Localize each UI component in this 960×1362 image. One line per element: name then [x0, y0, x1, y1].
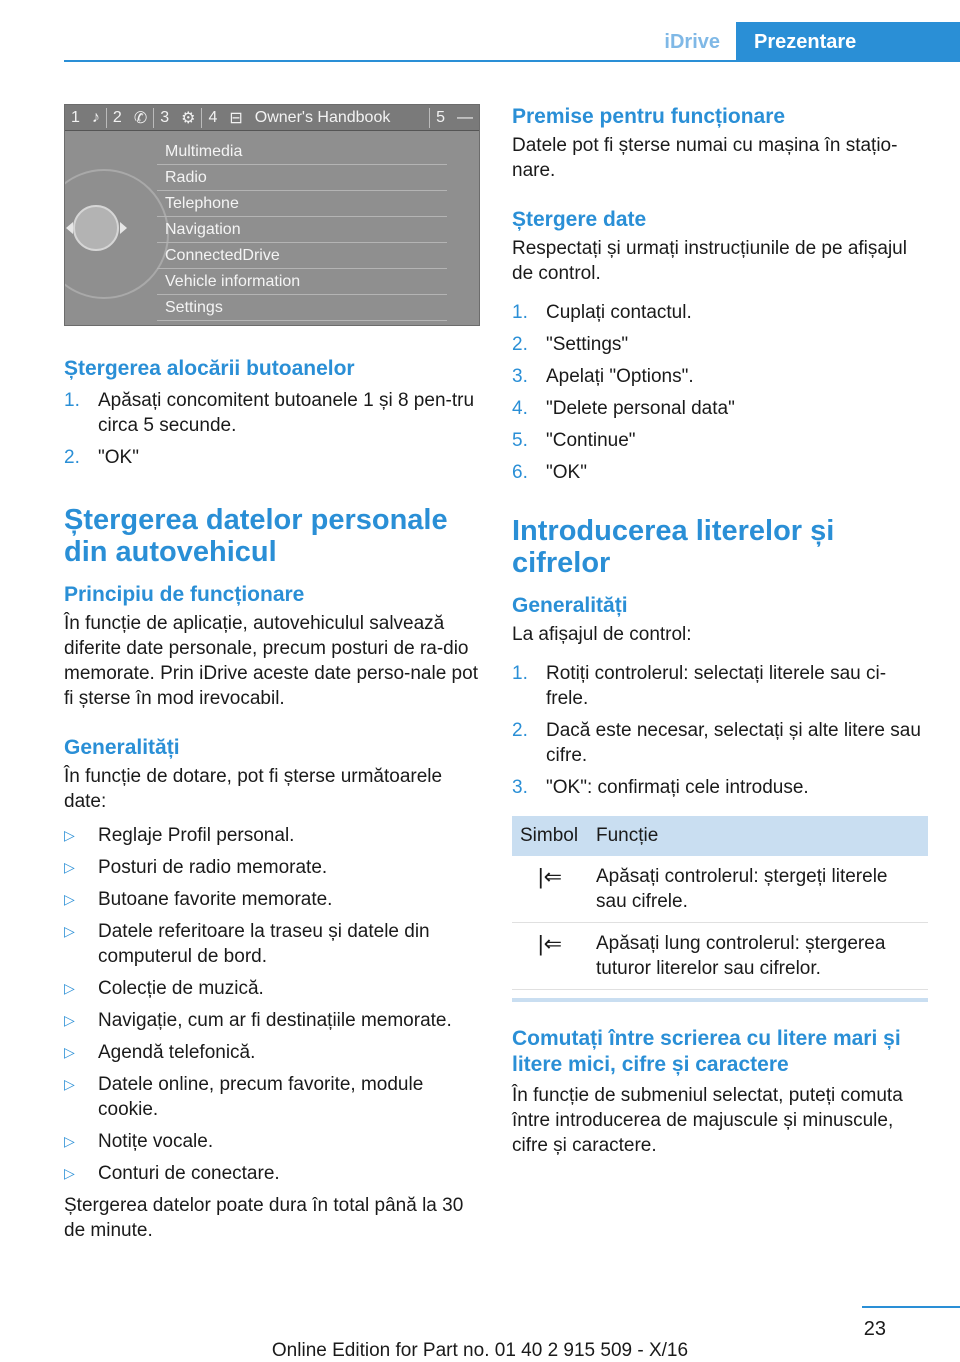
car-icon: ⊟ — [229, 109, 243, 127]
arrow-left-icon — [66, 222, 73, 234]
arrow-right-icon — [120, 222, 127, 234]
table-row — [512, 923, 928, 990]
header-rule — [64, 60, 960, 62]
section-title: Principiu de funcționare — [64, 583, 305, 606]
screen-tab-1: 1 — [71, 108, 80, 126]
chapter-heading: Introducerea literelor și cifrelor — [512, 515, 835, 579]
controller-knob-icon — [73, 205, 119, 251]
screen-tab-2: 2 — [112, 108, 122, 126]
steps-list — [64, 388, 480, 470]
bullet-list — [64, 823, 480, 1186]
page-number: 23 — [863, 1318, 886, 1340]
screen-menu-item: ConnectedDrive — [157, 243, 447, 269]
section-tab: Prezentare — [736, 22, 960, 62]
list-item: 4. "Delete personal data" — [512, 398, 735, 419]
section-title: Generalități — [512, 594, 628, 617]
list-item: 2. "OK" — [64, 447, 139, 468]
minus-icon: — — [457, 108, 473, 126]
chapter-heading: Ștergerea datelor personale din autovehicul — [64, 504, 448, 568]
paragraph: Datele pot fi șterse numai cu mașina în stațio‐nare. — [512, 135, 898, 181]
list-item: 6. "OK" — [512, 462, 587, 483]
sound-icon: ♪ — [91, 108, 100, 126]
screen-menu-item: Radio — [157, 165, 447, 191]
paragraph: Ștergerea datelor poate dura în total până la 30 de minute. — [64, 1195, 464, 1241]
table-cell: Apăsați controlerul: ștergeți literele sau cifrele. — [588, 856, 928, 923]
section-title: Comutați între scrierea cu litere mari și litere mici, cifre și caractere — [512, 1027, 901, 1076]
list-item: ▷ Butoane favorite memorate. — [64, 889, 333, 910]
screen-menu-item: Navigation — [157, 217, 447, 243]
screen-menu-item: Multimedia — [157, 139, 447, 165]
footer-rule — [862, 1306, 960, 1308]
list-item: ▷ Conturi de conectare. — [64, 1163, 280, 1184]
list-item: 2. "Settings" — [512, 334, 629, 355]
left-column — [64, 100, 480, 1243]
list-item: 5. "Continue" — [512, 430, 636, 451]
chapter-label: iDrive — [664, 31, 720, 53]
right-column — [512, 100, 928, 1158]
section-title: Generalități — [64, 736, 180, 759]
idrive-screen-image — [64, 104, 480, 326]
section-title: Ștergerea alocării butoanelor — [64, 357, 355, 380]
symbol-table — [512, 816, 928, 990]
section-title: Ștergere date — [512, 208, 647, 231]
list-item: 3. Apelați "Options". — [512, 366, 694, 387]
table-row — [512, 856, 928, 923]
screen-menu-item: Settings — [157, 295, 447, 321]
list-item: ▷ Posturi de radio memorate. — [64, 857, 328, 878]
list-item: ▷ Datele online, precum favorite, module cookie. — [64, 1074, 424, 1120]
screen-tab-4: 4 — [208, 108, 218, 126]
screen-menu — [157, 139, 447, 321]
list-item: 1. Apăsați concomitent butoanele 1 și 8 pen‐tru circa 5 secunde. — [64, 390, 475, 436]
edition-note: Online Edition for Part no. 01 40 2 915 509 - X/16 — [271, 1340, 689, 1361]
list-item: ▷ Datele referitoare la traseu și datele din computerul de bord. — [64, 921, 430, 967]
paragraph: În funcție de aplicație, autovehiculul salvează diferite date personale, precum posturi de ra‐dio memorate. Prin iDrive aceste date perso‐nale pot fi șterse în mod irevocabil. — [64, 613, 478, 709]
list-item: 2. Dacă este necesar, selectați și alte litere sau cifre. — [512, 720, 921, 766]
gear-icon: ⚙ — [181, 109, 196, 127]
list-item: 3. "OK": confirmați cele introduse. — [512, 777, 809, 798]
table-cell: Apăsați lung controlerul: ștergerea tuturor literelor sau cifrelor. — [588, 923, 928, 990]
screen-tab-3: 3 — [160, 108, 170, 126]
screen-tab-handbook: Owner's Handbook — [254, 108, 391, 126]
list-item: 1. Cuplați contactul. — [512, 302, 692, 323]
column-header-function: Funcție — [588, 816, 928, 856]
delete-back-icon: |⇐ — [512, 856, 588, 923]
screen-topbar — [65, 105, 479, 131]
table-bottom-rule — [512, 998, 928, 1002]
list-item: ▷ Navigație, cum ar fi destinațiile memorate. — [64, 1010, 452, 1031]
steps-list — [512, 661, 928, 800]
list-item: ▷ Colecție de muzică. — [64, 978, 264, 999]
screen-tab-5: 5 — [436, 108, 445, 126]
list-item: ▷ Reglaje Profil personal. — [64, 825, 295, 846]
phone-icon: ✆ — [133, 109, 148, 127]
section-title: Premise pentru funcționare — [512, 105, 786, 128]
paragraph: În funcție de submeniul selectat, puteți comuta între introducerea de majuscule și minuscule, cifre și caractere. — [512, 1085, 903, 1156]
screen-menu-item: Vehicle information — [157, 269, 447, 295]
list-item: ▷ Notițe vocale. — [64, 1131, 214, 1152]
paragraph: La afișajul de control: — [512, 624, 692, 645]
delete-back-icon: |⇐ — [512, 923, 588, 990]
table-header-row — [512, 816, 928, 856]
list-item: ▷ Agendă telefonică. — [64, 1042, 256, 1063]
column-header-symbol: Simbol — [512, 816, 588, 856]
screen-menu-item: Telephone — [157, 191, 447, 217]
steps-list — [512, 300, 928, 485]
list-item: 1. Rotiți controlerul: selectați literele sau ci‐frele. — [512, 663, 887, 709]
paragraph: În funcție de dotare, pot fi șterse următoarele date: — [64, 766, 443, 812]
paragraph: Respectați și urmați instrucțiunile de pe afișajul de control. — [512, 238, 907, 284]
